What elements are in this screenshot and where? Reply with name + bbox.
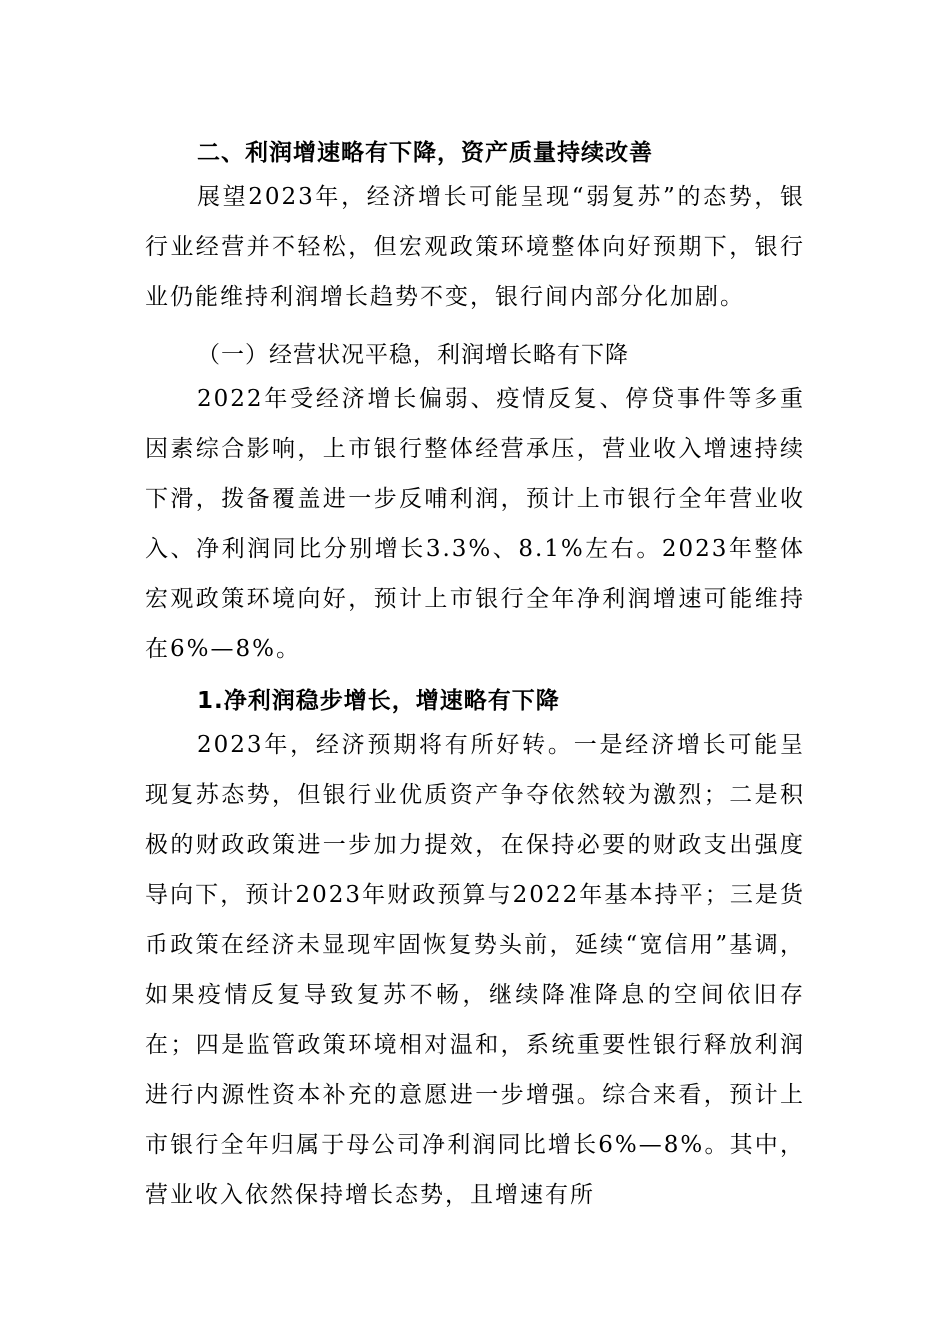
paragraph-2022: 2022年受经济增长偏弱、疫情反复、停贷事件等多重因素综合影响，上市银行整体经营承压，营业收入增速持续下滑，拨备覆盖进一步反哺利润，预计上市银行全年营业收入、净利润同比分别增长3.3%、8.1%左右。2023年整体宏观政策环境向好，预计上市银行全年净利润增速可能维持在6%—8%。	[145, 386, 805, 662]
paragraph-2023: 2023年，经济预期将有所好转。一是经济增长可能呈现复苏态势，但银行业优质资产争夺依然较为激烈；二是积极的财政政策进一步加力提效，在保持必要的财政支出强度导向下，预计2023年财政预算与2022年基本持平；三是货币政策在经济未显现牢固恢复势头前，延续“宽信用”基调，如果疫情反复导致复苏不畅，继续降准降息的空间依旧存在；四是监管政策环境相对温和，系统重要性银行释放利润进行内源性资本补充的意愿进一步增强。综合来看，预计上市银行全年归属于母公司净利润同比增长6%—8%。其中，营业收入依然保持增长态势，且增速有所	[145, 732, 805, 1208]
intro-paragraph: 展望2023年，经济增长可能呈现“弱复苏”的态势，银行业经营并不轻松，但宏观政策环境整体向好预期下，银行业仍能维持利润增长趋势不变，银行间内部分化加剧。	[145, 184, 805, 310]
point-heading: 1.净利润稳步增长，增速略有下降	[197, 688, 560, 714]
section-heading: 二、利润增速略有下降，资产质量持续改善	[197, 140, 653, 166]
subsection-heading: （一）经营状况平稳，利润增长略有下降	[197, 342, 629, 368]
